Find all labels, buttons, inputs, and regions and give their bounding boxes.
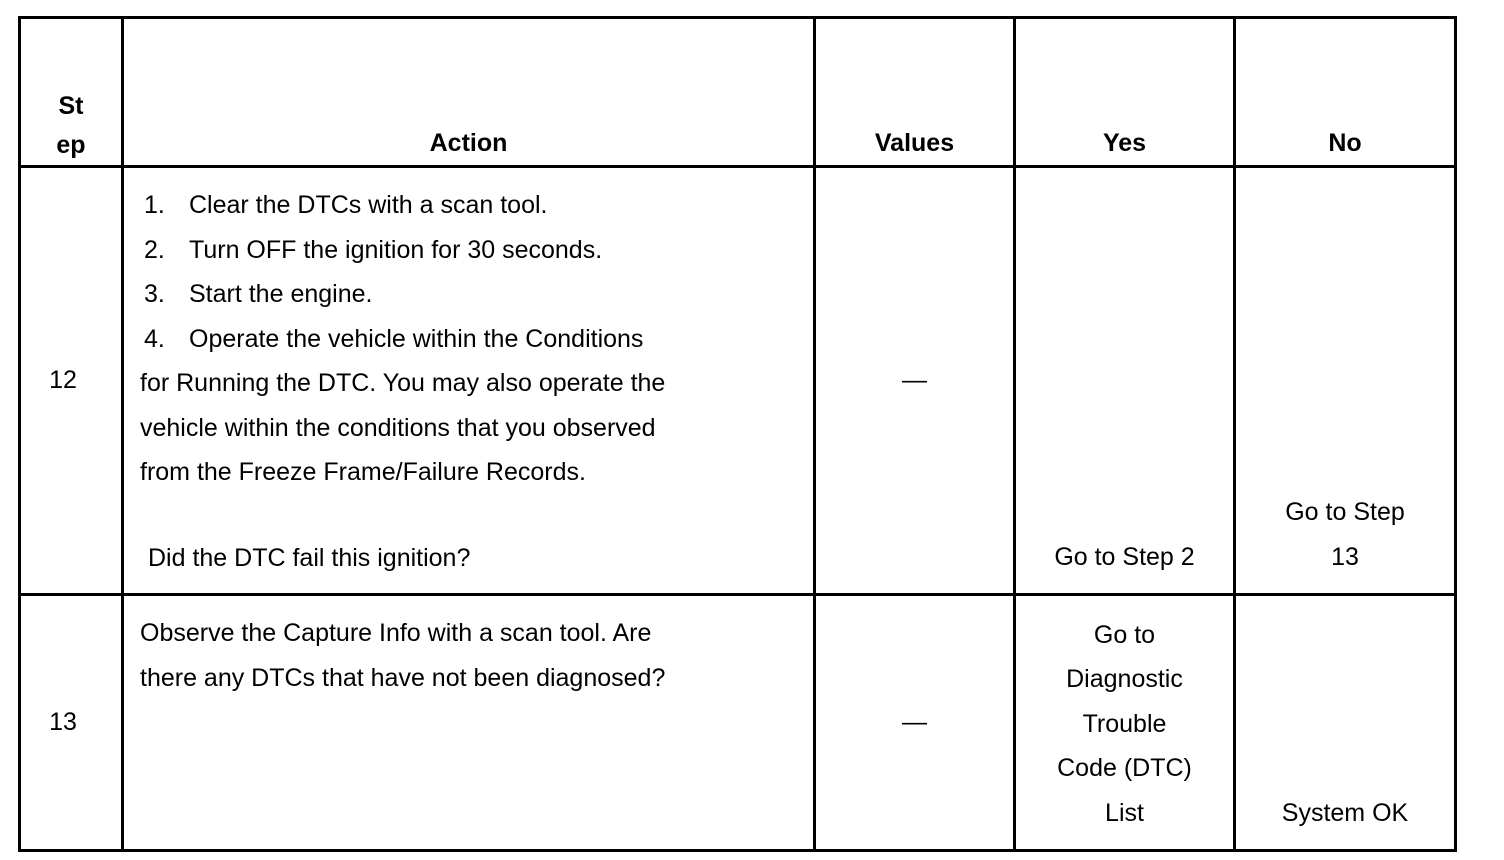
yes-cell-line: Code (DTC) [1057,754,1192,782]
header-step-line2: ep [56,131,86,159]
values-cell: — [815,595,1015,851]
no-cell-line: 13 [1331,542,1359,571]
yes-cell: Go to Step 2 [1015,167,1235,595]
action-item-text: Clear the DTCs with a scan tool. [189,191,548,219]
action-cell [123,595,815,851]
header-action: Action [123,18,815,167]
action-item [140,183,813,228]
action-line: there any DTCs that have not been diagnosed? [140,663,666,692]
yes-cell-line: Trouble [1082,709,1167,738]
action-item-number: 4. [144,324,165,353]
action-question: Did the DTC fail this ignition? [148,543,471,572]
action-cell [123,167,815,595]
header-no: No [1235,18,1456,167]
action-item-text: Operate the vehicle within the Conditions [189,324,644,353]
values-cell: — [815,167,1015,595]
action-continuation-line: for Running the DTC. You may also operate the [140,369,666,397]
header-step-line1: St [58,92,84,120]
header-values: Values [815,18,1015,167]
yes-cell-line: Diagnostic [1066,665,1183,693]
action-item-text: Start the engine. [189,280,373,308]
table-row-step-12 [20,167,1456,595]
action-item [140,272,813,317]
action-continuation-line: from the Freeze Frame/Failure Records. [140,458,586,486]
header-step [20,18,123,167]
no-cell [1235,167,1456,595]
header-yes: Yes [1015,18,1235,167]
step-number: 13 [20,595,123,851]
yes-cell-line: Go to [1093,620,1156,649]
diagnostic-table [18,16,1457,852]
action-item [140,228,813,273]
table-row-step-13 [20,595,1456,851]
action-line: Observe the Capture Info with a scan tool. Are [140,619,652,647]
yes-cell [1015,595,1235,851]
action-item [140,317,813,362]
no-cell: System OK [1235,595,1456,851]
action-list [140,183,813,361]
action-item-number: 1. [144,191,165,219]
action-item-number: 2. [144,235,165,264]
action-continuation-line: vehicle within the conditions that you observed [140,413,656,442]
yes-cell-line: List [1105,798,1144,827]
action-item-text: Turn OFF the ignition for 30 seconds. [189,235,603,264]
header-row [20,18,1456,167]
step-number: 12 [20,167,123,595]
action-item-number: 3. [144,280,165,308]
no-cell-line: Go to Step [1285,498,1405,526]
